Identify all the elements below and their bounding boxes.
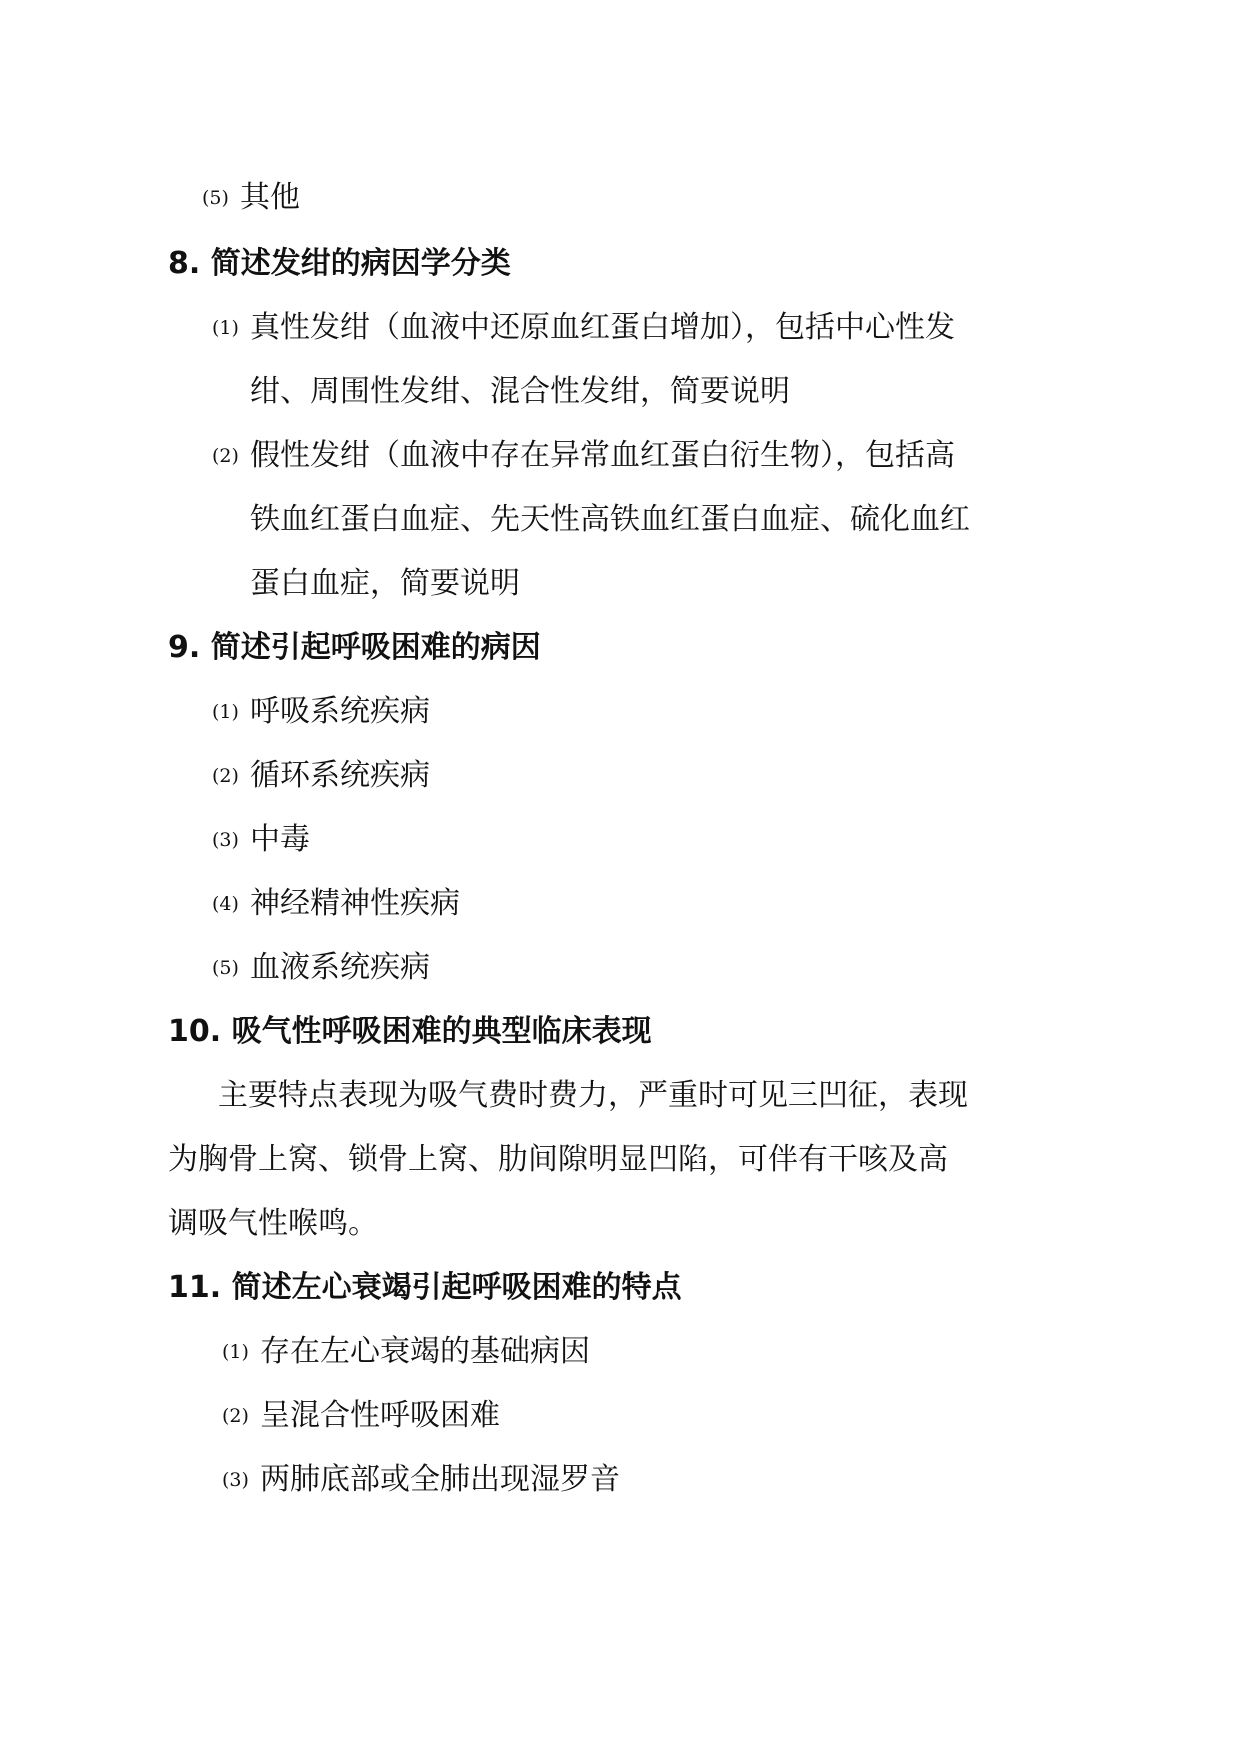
- item-text: 血液系统疾病: [250, 950, 430, 985]
- item-number: (1): [212, 700, 239, 723]
- item-number: (3): [222, 1468, 249, 1491]
- item-text: 假性发绀（血液中存在异常血红蛋白衍生物），包括高: [250, 438, 955, 473]
- list-item: [212, 946, 430, 990]
- list-item: [222, 1394, 500, 1438]
- item-text: 中毒: [250, 822, 310, 857]
- list-item: [212, 754, 430, 798]
- list-item: [212, 882, 460, 926]
- item-text: 神经精神性疾病: [250, 886, 460, 921]
- paragraph-line: 为胸骨上窝、锁骨上窝、肋间隙明显凹陷，可伴有干咳及高: [168, 1142, 948, 1177]
- list-item: [212, 690, 430, 734]
- item-text: 呼吸系统疾病: [250, 694, 430, 729]
- item-continuation: 绀、周围性发绀、混合性发绀，简要说明: [250, 374, 790, 409]
- item-number: (2): [212, 764, 239, 787]
- item-number: (3): [212, 828, 239, 851]
- paragraph-line: 主要特点表现为吸气费时费力，严重时可见三凹征，表现: [218, 1078, 968, 1113]
- item-text: 其他: [240, 180, 300, 215]
- item-continuation: 铁血红蛋白血症、先天性高铁血红蛋白血症、硫化血红: [250, 502, 970, 537]
- item-text: 存在左心衰竭的基础病因: [260, 1334, 590, 1369]
- list-item: [222, 1458, 620, 1502]
- list-item: [202, 176, 300, 220]
- list-item: [212, 818, 310, 862]
- item-text: 真性发绀（血液中还原血红蛋白增加），包括中心性发: [250, 310, 955, 345]
- item-number: (1): [222, 1340, 249, 1363]
- item-text: 呈混合性呼吸困难: [260, 1398, 500, 1433]
- item-number: (5): [212, 956, 239, 979]
- item-number: (2): [212, 444, 239, 467]
- item-number: (2): [222, 1404, 249, 1427]
- question-9-heading: 9. 简述引起呼吸困难的病因: [168, 630, 541, 665]
- item-text: 循环系统疾病: [250, 758, 430, 793]
- paragraph-line: 调吸气性喉鸣。: [168, 1206, 378, 1241]
- list-item: [212, 306, 955, 350]
- item-number: (1): [212, 316, 239, 339]
- question-11-heading: 11. 简述左心衰竭引起呼吸困难的特点: [168, 1270, 682, 1305]
- item-continuation: 蛋白血症，简要说明: [250, 566, 520, 601]
- question-10-heading: 10. 吸气性呼吸困难的典型临床表现: [168, 1014, 652, 1049]
- item-number: (5): [202, 186, 229, 209]
- item-number: (4): [212, 892, 239, 915]
- list-item: [212, 434, 955, 478]
- question-8-heading: 8. 简述发绀的病因学分类: [168, 246, 511, 281]
- list-item: [222, 1330, 590, 1374]
- item-text: 两肺底部或全肺出现湿罗音: [260, 1462, 620, 1497]
